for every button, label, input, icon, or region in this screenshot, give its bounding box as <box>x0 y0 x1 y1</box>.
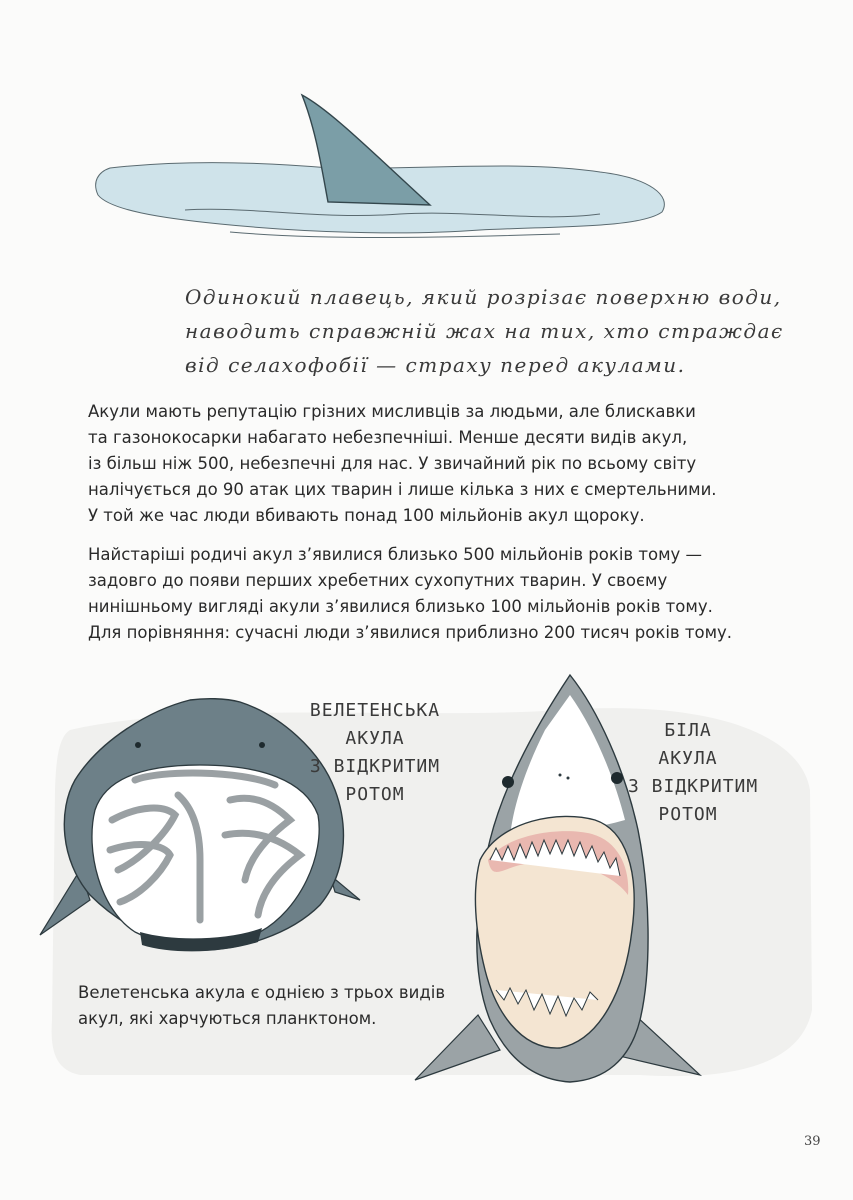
basking-shark-eye <box>259 742 265 748</box>
note-line: Велетенська акула є однією з трьох видів <box>78 983 446 1002</box>
paragraph-line: та газонокосарки набагато небезпечніші. Менше десяти видів акул, <box>88 428 688 447</box>
fin-caption <box>185 280 784 382</box>
label-line: РОТОМ <box>345 784 405 805</box>
basking-shark-eye <box>135 742 141 748</box>
label-line: З ВІДКРИТИМ <box>628 776 759 797</box>
label-line: З ВІДКРИТИМ <box>309 756 441 777</box>
paragraph-line: задовго до появи перших хребетних сухопутних тварин. У своєму <box>88 571 668 590</box>
basking-shark-label <box>290 697 460 809</box>
paragraph-line: нинішньому вигляді акули з’явилися близько 100 мільйонів років тому. <box>88 597 713 616</box>
paragraph-line: налічується до 90 атак цих тварин і лише кілька з них є смертельними. <box>88 480 717 499</box>
paragraph-line: У той же час люди вбивають понад 100 мільйонів акул щороку. <box>88 506 645 525</box>
label-line: ВЕЛЕТЕНСЬКА <box>309 700 441 721</box>
label-line: АКУЛА <box>345 728 405 749</box>
paragraph-danger <box>88 399 788 529</box>
page-number: 39 <box>804 1134 821 1149</box>
shark-fin-illustration <box>0 0 853 260</box>
paragraph-history <box>88 542 788 646</box>
plankton-note <box>78 980 478 1032</box>
note-line: акул, які харчуються планктоном. <box>78 1009 377 1028</box>
label-line: БІЛА <box>664 720 712 741</box>
white-shark-eye <box>502 776 514 788</box>
paragraph-line: Для порівняння: сучасні люди з’явилися приблизно 200 тисяч років тому. <box>88 623 733 642</box>
white-shark-label <box>628 717 759 829</box>
caption-line: від селахофобії — страху перед акулами. <box>185 353 686 377</box>
caption-line: наводить справжній жах на тих, хто страждає <box>185 319 784 343</box>
white-shark-eye <box>611 772 623 784</box>
label-line: АКУЛА <box>658 748 718 769</box>
paragraph-line: Найстаріші родичі акул з’явилися близько 500 мільйонів років тому — <box>88 545 703 564</box>
caption-line: Одинокий плавець, який розрізає поверхню води, <box>185 285 782 309</box>
paragraph-line: із більш ніж 500, небезпечні для нас. У звичайний рік по всьому світу <box>88 454 697 473</box>
paragraph-line: Акули мають репутацію грізних мисливців за людьми, але блискавки <box>88 402 696 421</box>
label-line: РОТОМ <box>658 804 718 825</box>
